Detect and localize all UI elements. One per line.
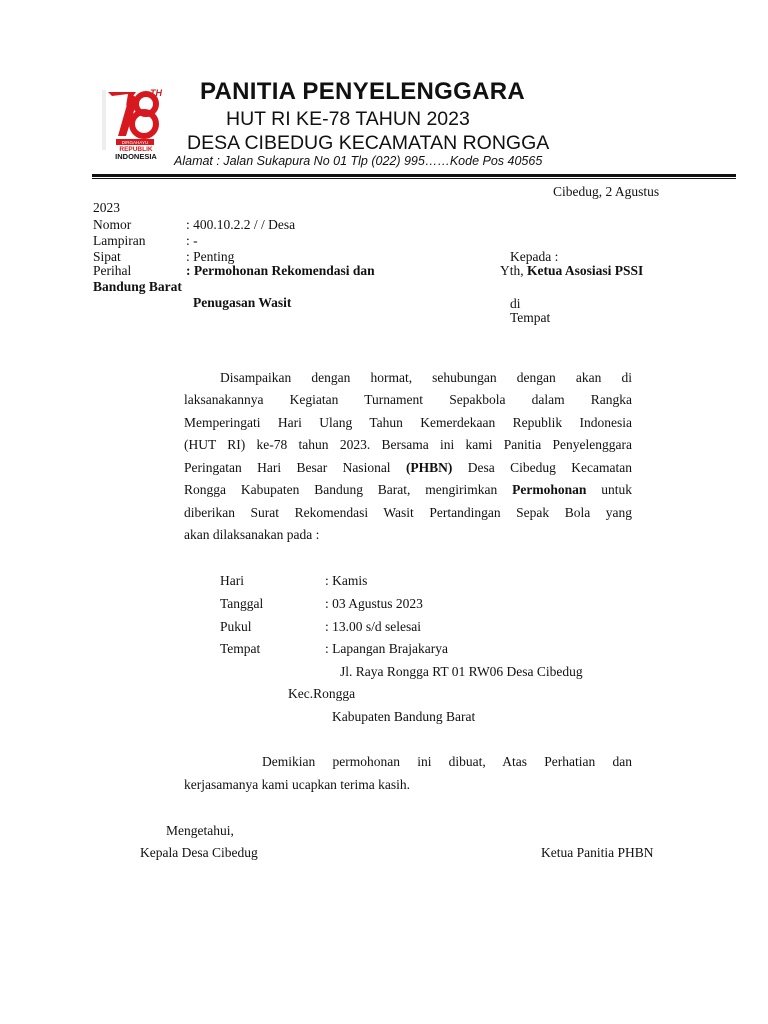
body-line-1: Disampaikan dengan hormat, sehubungan dengan akan di bbox=[220, 370, 632, 385]
body-line-5-a: Peringatan Hari Besar Nasional bbox=[184, 460, 406, 475]
meta-label-lampiran: Lampiran bbox=[93, 233, 146, 248]
recipient-line bbox=[500, 263, 643, 279]
body-line-6 bbox=[184, 482, 632, 498]
recipient-di: di bbox=[510, 296, 521, 311]
org-address: Alamat : Jalan Sukapura No 01 Tlp (022) 995……Kode Pos 40565 bbox=[174, 154, 543, 168]
org-title: PANITIA PENYELENGGARA bbox=[200, 78, 525, 105]
schedule-value-hari: : Kamis bbox=[325, 573, 368, 588]
hut-ri-78-logo bbox=[100, 84, 174, 168]
schedule-place-line-2: Jl. Raya Rongga RT 01 RW06 Desa Cibedug bbox=[340, 664, 583, 679]
recipient-name: Ketua Asosiasi PSSI bbox=[527, 263, 644, 278]
closing-line-1: Demikian permohonan ini dibuat, Atas Perhatian dan bbox=[262, 754, 632, 769]
sign-ketua-panitia: Ketua Panitia PHBN bbox=[541, 845, 654, 860]
meta-label-nomor: Nomor bbox=[93, 217, 132, 232]
schedule-label-tanggal: Tanggal bbox=[220, 596, 264, 611]
schedule-label-tempat: Tempat bbox=[220, 641, 261, 656]
meta-label-sipat: Sipat bbox=[93, 249, 121, 264]
letter-date: Cibedug, 2 Agustus bbox=[553, 184, 660, 199]
org-subtitle: HUT RI KE-78 TAHUN 2023 bbox=[226, 108, 470, 130]
meta-value-lampiran: : - bbox=[186, 233, 198, 248]
header-divider bbox=[92, 174, 736, 177]
sign-kepala-desa: Kepala Desa Cibedug bbox=[140, 845, 258, 860]
schedule-label-pukul: Pukul bbox=[220, 619, 252, 634]
logo-pillar bbox=[102, 90, 106, 150]
body-line-5-c: Desa Cibedug Kecamatan bbox=[452, 460, 632, 475]
schedule-value-pukul: : 13.00 s/d selesai bbox=[325, 619, 421, 634]
closing-line-2: kerjasamanya kami ucapkan terima kasih. bbox=[184, 777, 411, 792]
recipient-name-continued: Bandung Barat bbox=[93, 279, 182, 294]
schedule-label-hari: Hari bbox=[220, 573, 244, 588]
logo-ribbon-text: DIRGAHAYU bbox=[121, 139, 149, 145]
body-phbn: (PHBN) bbox=[405, 460, 453, 475]
recipient-tempat: Tempat bbox=[510, 310, 551, 325]
schedule-value-tempat: : Lapangan Brajakarya bbox=[325, 641, 448, 656]
logo-text-republik: REPUBLIK bbox=[119, 146, 153, 153]
schedule-value-tanggal: : 03 Agustus 2023 bbox=[325, 596, 423, 611]
meta-value-nomor: : 400.10.2.2 / / Desa bbox=[186, 217, 296, 232]
body-line-2: laksanakannya Kegiatan Turnament Sepakbola dalam Rangka bbox=[184, 392, 632, 407]
meta-label-perihal: Perihal bbox=[93, 263, 132, 278]
logo-text-indonesia: INDONESIA bbox=[115, 152, 157, 161]
body-line-6-a: Rongga Kabupaten Bandung Barat, mengirimkan bbox=[184, 482, 513, 497]
body-line-3: Memperingati Hari Ulang Tahun Kemerdekaan Republik Indonesia bbox=[184, 415, 632, 430]
body-line-6-c: untuk bbox=[586, 482, 632, 497]
recipient-kepada: Kepada : bbox=[510, 249, 559, 264]
body-line-5 bbox=[184, 460, 632, 476]
sign-mengetahui: Mengetahui, bbox=[166, 823, 234, 838]
letter-date-year: 2023 bbox=[93, 200, 120, 215]
meta-value-sipat: : Penting bbox=[186, 249, 235, 264]
meta-perihal-continued: Penugasan Wasit bbox=[193, 295, 292, 310]
body-permohonan: Permohonan bbox=[512, 482, 587, 497]
body-line-4: (HUT RI) ke-78 tahun 2023. Bersama ini kami Panitia Penyelenggara bbox=[184, 437, 632, 452]
recipient-yth: Yth, bbox=[500, 263, 524, 278]
schedule-place-line-3: Kec.Rongga bbox=[288, 686, 356, 701]
org-village: DESA CIBEDUG KECAMATAN RONGGA bbox=[187, 132, 550, 154]
logo-superscript: TH bbox=[150, 88, 162, 98]
header-divider-thin bbox=[92, 178, 736, 179]
body-line-7: diberikan Surat Rekomendasi Wasit Pertandingan Sepak Bola yang bbox=[184, 505, 632, 520]
schedule-place-line-4: Kabupaten Bandung Barat bbox=[332, 709, 476, 724]
body-line-8: akan dilaksanakan pada : bbox=[184, 527, 320, 542]
meta-value-perihal: : Permohonan Rekomendasi dan bbox=[186, 263, 375, 278]
